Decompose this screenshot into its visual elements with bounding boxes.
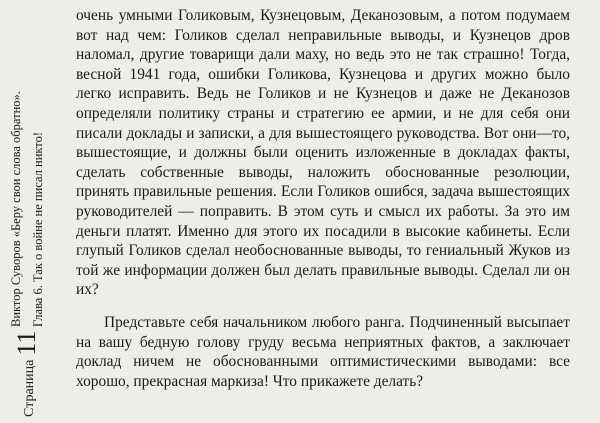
page-sidebar [0, 0, 62, 423]
page-number-label [12, 330, 41, 417]
paragraph-1: очень умными Голиковым, Кузнецовым, Деканозовым, а потом подумаем вот над чем: Голиков сделал неправильные выводы, и Кузнецов дров наломал, другие товарищи дали маху, но ведь это не так страшно! Тогда, весной 1941 года, ошибки Голикова, Кузнецова и других можно было легко исправить. Ведь не Голиков и не Кузнецов и даже не Деканозов определяли политику страны и стратегию ее армии, и не для себя они писали доклады и записки, а для вышестоящего руководства. Вот они—то, вышестоящие, и должны были оценить изложенные в докладах факты, сделать собственные выводы, наложить обоснованные резолюции, принять правильные решения. Если Голиков ошибся, задача вышестоящих руководителей — поправить. В этом суть и смысл их работы. За это им деньги платят. Именно для этого их посадили в высокие кабинеты. Если глупый Голиков сделал необоснованные выводы, то гениальный Жуков из той же информации должен был делать правильные выводы. Сделал ли он их? [76, 7, 570, 299]
sidebar-rotated-block [3, 7, 59, 417]
chapter-title-line: Глава 6. Так о войне не писал никто! [31, 131, 45, 327]
book-title-line: Виктор Суворов «Беру свои слова обратно». [9, 91, 23, 327]
page-text [76, 6, 570, 391]
page-number: 11 [12, 330, 41, 356]
paragraph-2: Представьте себя начальником любого ранга. Подчиненный высыпает на вашу бедную голову груду весьма неприятных фактов, а заключает доклад ничем не обоснованными оптимистическими выводами: все хорошо, прекрасная маркиза! Что прикажете делать? [76, 313, 570, 390]
book-source [5, 91, 49, 327]
page-word: Страница [22, 359, 37, 417]
